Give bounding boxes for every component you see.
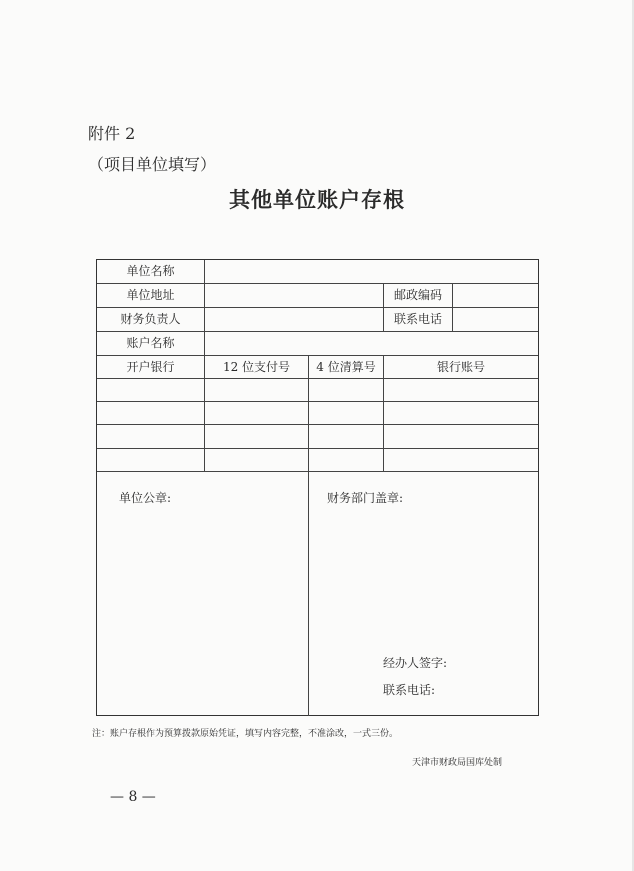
postcode-label: 邮政编码 (393, 288, 442, 302)
unit-address-label: 单位地址 (126, 288, 175, 302)
page-title: 其他单位账户存根 (229, 187, 405, 212)
handler-sign-label: 经办人签字: (383, 656, 448, 670)
unit-name-field[interactable] (205, 261, 537, 282)
account-stub-form (96, 259, 539, 716)
unit-seal-label: 单位公章: (119, 491, 172, 505)
bank-column-header: 开户银行 (126, 360, 175, 374)
column-divider (308, 471, 309, 716)
finance-seal-label: 财务部门盖章: (327, 491, 404, 505)
finance-head-field[interactable] (205, 308, 382, 330)
phone-label: 联系电话 (393, 312, 442, 326)
account-name-label: 账户名称 (126, 336, 175, 350)
payment-no-column-header: 12 位支付号 (222, 360, 291, 374)
postcode-field[interactable] (453, 284, 538, 306)
issuer: 天津市财政局国库处制 (412, 758, 503, 768)
page-number: — 8 — (110, 789, 156, 805)
row-divider (97, 448, 538, 449)
unit-address-field[interactable] (205, 284, 382, 306)
phone-field[interactable] (453, 308, 538, 330)
bank-account-column-header: 银行账号 (436, 360, 485, 374)
row-divider (97, 401, 538, 402)
fill-instruction: （项目单位填写） (88, 155, 217, 174)
row-divider (97, 424, 538, 425)
attachment-label: 附件 2 (88, 124, 136, 143)
unit-name-label: 单位名称 (126, 264, 175, 278)
contact-phone-label: 联系电话: (383, 683, 436, 697)
clearing-no-column-header: 4 位清算号 (316, 360, 376, 374)
row-divider (97, 471, 538, 472)
finance-head-label: 财务负责人 (120, 312, 181, 326)
account-name-field[interactable] (205, 332, 537, 354)
row-divider (97, 378, 538, 379)
footer-note: 注：账户存根作为预算拨款原始凭证，填写内容完整，不准涂改，一式三份。 (92, 729, 399, 739)
